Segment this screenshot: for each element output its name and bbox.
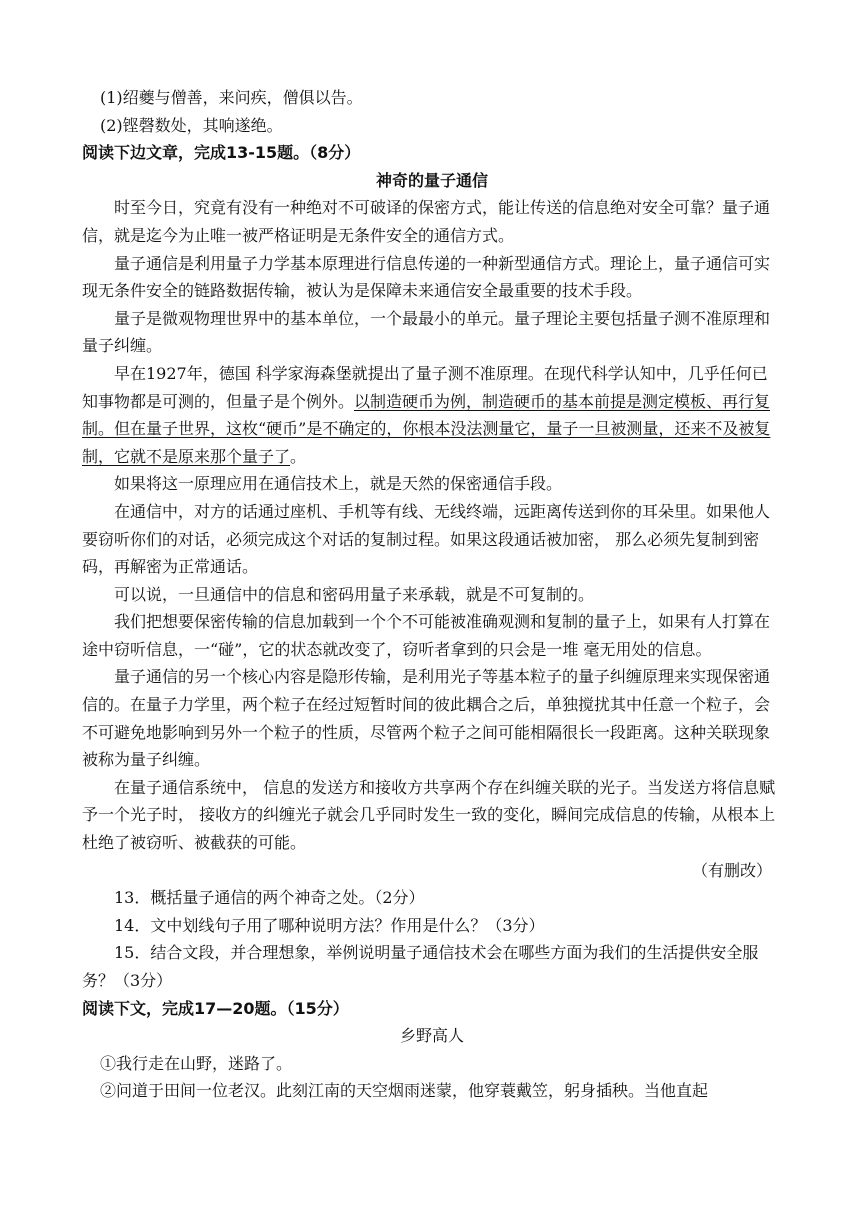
- section-1-instruction: 阅读下边文章，完成13-15题。（8分）: [82, 143, 361, 163]
- article-1-paragraph-8: 我们把想要保密传输的信息加载到一个个不可能被准确观测和复制的量子上，如果有人打算在途中窃听信息，一“碰”，它的状态就改变了，窃听者拿到的只会是一堆 毫无用处的信息。: [82, 612, 771, 659]
- section-2-instruction: 阅读下文，完成17—20题。（15分）: [82, 998, 349, 1018]
- article-1-paragraph-6: 在通信中，对方的话通过座机、手机等有线、无线终端，远距离传送到你的耳朵里。如果他人要窃听你们的对话，必须完成这个对话的复制过程。如果这段通话被加密， 那么必须先复制到密码，再解密为正常通话。: [82, 501, 771, 577]
- article-1-title: 神奇的量子通信: [375, 170, 488, 190]
- article-2-paragraph-1: ①我行走在山野，迷路了。: [100, 1053, 293, 1073]
- question-14: 14．文中划线句子用了哪种说明方法？作用是什么？（3分）: [114, 915, 545, 935]
- article-1-paragraph-5: 如果将这一原理应用在通信技术上，就是天然的保密通信手段。: [114, 474, 563, 494]
- article-1-paragraph-10: 在量子通信系统中， 信息的发送方和接收方共享两个存在纠缠关联的光子。当发送方将信息赋予一个光子时， 接收方的纠缠光子就会几乎同时发生一致的变化，瞬间完成信息的传输，从根本上杜绝了被窃听、被截获的可能。: [82, 777, 776, 853]
- source-note: （有删改）: [691, 860, 772, 880]
- question-15: 15．结合文段，并合理想象，举例说明量子通信技术会在哪些方面为我们的生活提供安全服务？（3分）: [82, 943, 759, 990]
- article-2-title: 乡野高人: [399, 1026, 464, 1046]
- article-1-paragraph-1: 时至今日，究竟有没有一种绝对不可破译的保密方式，能让传送的信息绝对安全可靠？量子通信，就是迄今为止唯一被严格证明是无条件安全的通信方式。: [82, 198, 771, 245]
- article-1-paragraph-9: 量子通信的另一个核心内容是隐形传输，是利用光子等基本粒子的量子纠缠原理来实现保密通信的。在量子力学里，两个粒子在经过短暂时间的彼此耦合之后，单独搅扰其中任意一个粒子，会不可避免地影响到另外一个粒子的性质，尽管两个粒子之间可能相隔很长一段距离。这种关联现象被称为量子纠缠。: [82, 667, 771, 770]
- article-2-paragraph-2: ②问道于田间一位老汉。此刻江南的天空烟雨迷蒙，他穿蓑戴笠，躬身插秧。当他直起: [100, 1081, 709, 1101]
- article-1-paragraph-2: 量子通信是利用量子力学基本原理进行信息传递的一种新型通信方式。理论上，量子通信可实现无条件安全的链路数据传输，被认为是保障未来通信安全最重要的技术手段。: [82, 253, 771, 301]
- underlined-sentence: 以制造硬币为例，制造硬币的基本前提是测定模板、再行复制。但在量子世界，这枚“硬币”是不确定的，你根本没法测量它，量子一旦被测量，还来不及被复制，它就不是原来那个量子了: [82, 391, 771, 466]
- sentence-1: (1)绍夔与僧善，来问疾，僧俱以告。: [100, 88, 363, 107]
- article-1-paragraph-7: 可以说，一旦通信中的信息和密码用量子来承载，就是不可复制的。: [114, 584, 595, 604]
- paragraph-4-end-text: 。: [290, 446, 307, 466]
- article-1-paragraph-4: [82, 360, 782, 470]
- article-1-paragraph-3: 量子是微观物理世界中的基本单位，一个最最小的单元。量子理论主要包括量子测不准原理和量子纠缠。: [82, 308, 771, 356]
- paragraph-4-lead-text: 早在1927年，德国 科学家海森堡就提出了量子测不准原理。在现代科学认知中，几乎任何已知事物都是可测的，但量子是个例外。: [82, 363, 768, 411]
- sentence-2: (2)铿磬数处，其响遂绝。: [100, 115, 283, 135]
- document-page: [82, 84, 782, 1105]
- question-13: 13．概括量子通信的两个神奇之处。（2分）: [114, 888, 425, 908]
